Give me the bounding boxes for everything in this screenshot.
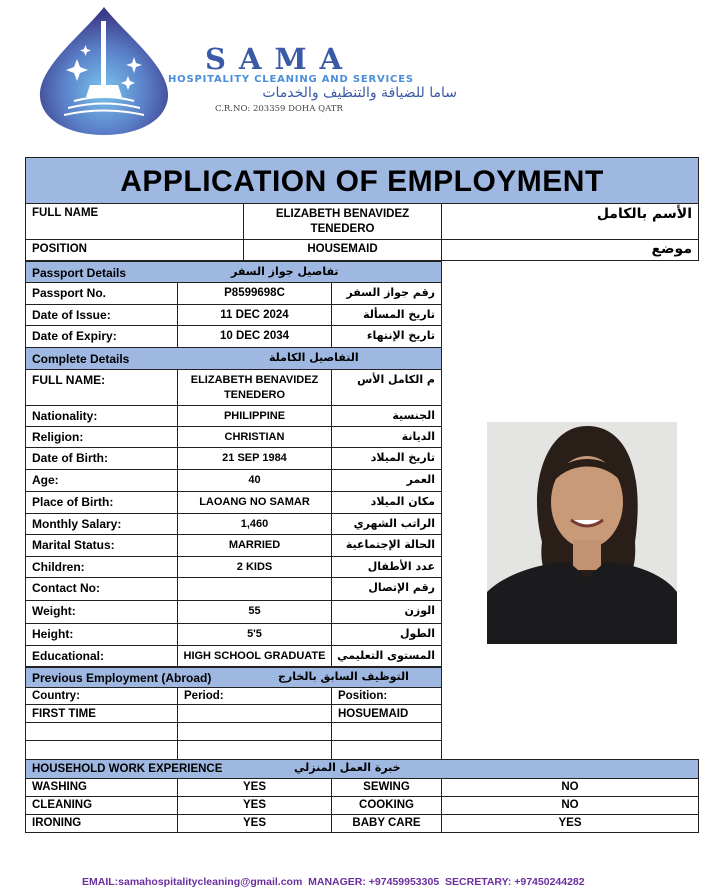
passport-row-value: 10 DEC 2034 (177, 325, 332, 348)
company-logo (34, 5, 174, 137)
experience-heading (25, 759, 699, 779)
detail-row-label: Marital Status: (25, 534, 178, 557)
applicant-photo-icon (487, 422, 677, 644)
previous-country-value: FIRST TIME (25, 704, 178, 723)
form-title: APPLICATION OF EMPLOYMENT (25, 157, 699, 204)
experience-answer: YES (441, 814, 699, 833)
experience-answer: NO (441, 796, 699, 815)
detail-row-label: Religion: (25, 426, 178, 448)
passport-row-arabic: رقم جواز السفر (331, 282, 442, 305)
passport-row-arabic: تاريخ المسألة (331, 304, 442, 326)
detail-row-arabic: الديانة (331, 426, 442, 448)
experience-answer: YES (177, 814, 332, 833)
detail-row-value: ELIZABETH BENAVIDEZ TENEDERO (177, 369, 332, 406)
previous-heading-text: Previous Employment (Abroad) (32, 671, 212, 685)
detail-row-label: Monthly Salary: (25, 513, 178, 535)
complete-heading (25, 347, 442, 370)
full-name-value (243, 203, 442, 240)
passport-row-value: 11 DEC 2024 (177, 304, 332, 326)
previous-empty-cell (177, 740, 332, 760)
full-name-label: FULL NAME (25, 203, 244, 240)
experience-skill: IRONING (25, 814, 178, 833)
detail-row-value (177, 577, 332, 601)
detail-row-arabic: الجنسية (331, 405, 442, 427)
detail-row-value: 5'5 (177, 623, 332, 646)
experience-heading-arabic: خبرة العمل المنزلي (294, 761, 401, 774)
full-name-arabic: الأسم بالكامل (441, 203, 699, 240)
detail-row-value: 21 SEP 1984 (177, 447, 332, 470)
detail-row-value: 40 (177, 469, 332, 492)
detail-row-arabic: العمر (331, 469, 442, 492)
detail-row-value: PHILIPPINE (177, 405, 332, 427)
previous-position-value: HOSUEMAID (331, 704, 442, 723)
previous-heading-arabic: التوظيف السابق بالخارج (278, 670, 409, 683)
detail-row-arabic: رقم الإتصال (331, 577, 442, 601)
previous-empty-cell (331, 722, 442, 741)
detail-row-arabic: الوزن (331, 600, 442, 624)
passport-heading-arabic: تفاصيل جواز السفر (231, 265, 339, 278)
previous-period-label: Period: (177, 687, 332, 705)
passport-row-label: Date of Expiry: (25, 325, 178, 348)
detail-row-label: Contact No: (25, 577, 178, 601)
previous-empty-cell (25, 722, 178, 741)
position-arabic: موضع (441, 239, 699, 261)
detail-row-label: Date of Birth: (25, 447, 178, 470)
position-value: HOUSEMAID (243, 239, 442, 261)
experience-skill: BABY CARE (331, 814, 442, 833)
detail-row-label: FULL NAME: (25, 369, 178, 406)
detail-row-label: Age: (25, 469, 178, 492)
experience-skill: CLEANING (25, 796, 178, 815)
detail-row-value: 55 (177, 600, 332, 624)
brand-crno: C.R.NO: 203359 DOHA QATR (215, 104, 343, 114)
detail-row-value: HIGH SCHOOL GRADUATE (177, 645, 332, 667)
previous-empty-cell (25, 740, 178, 760)
detail-row-arabic: مكان الميلاد (331, 491, 442, 514)
brand-name: SAMA (205, 42, 356, 76)
passport-heading-text: Passport Details (32, 266, 127, 280)
footer-email[interactable]: EMAIL:samahospitalitycleaning@gmail.com (82, 876, 303, 888)
experience-answer: YES (177, 778, 332, 797)
detail-row-arabic: تاريخ الميلاد (331, 447, 442, 470)
previous-heading (25, 667, 442, 688)
previous-country-label: Country: (25, 687, 178, 705)
brand-arabic-name: ساما للضيافة والتنظيف والخدمات (262, 85, 457, 101)
passport-row-arabic: تاريخ الإنتهاء (331, 325, 442, 348)
experience-answer: NO (441, 778, 699, 797)
detail-row-arabic: الطول (331, 623, 442, 646)
experience-heading-text: HOUSEHOLD WORK EXPERIENCE (32, 763, 223, 775)
previous-period-value (177, 704, 332, 723)
experience-answer: YES (177, 796, 332, 815)
detail-row-label: Weight: (25, 600, 178, 624)
detail-row-label: Height: (25, 623, 178, 646)
detail-row-arabic: م الكامل الأس (331, 369, 442, 406)
detail-row-label: Children: (25, 556, 178, 578)
experience-skill: WASHING (25, 778, 178, 797)
position-label: POSITION (25, 239, 244, 261)
footer (82, 876, 642, 890)
water-drop-brush-icon (34, 5, 174, 137)
passport-row-value: P8599698C (177, 282, 332, 305)
complete-heading-text: Complete Details (32, 352, 130, 366)
detail-row-value: 2 KIDS (177, 556, 332, 578)
experience-skill: SEWING (331, 778, 442, 797)
brand-tagline: HOSPITALITY CLEANING AND SERVICES (168, 74, 414, 85)
full-name-text: ELIZABETH BENAVIDEZ TENEDERO (275, 208, 410, 235)
detail-row-arabic: المستوى التعليمي (331, 645, 442, 667)
footer-manager[interactable]: MANAGER: +97459953305 (308, 876, 440, 888)
previous-empty-cell (177, 722, 332, 741)
detail-row-value: MARRIED (177, 534, 332, 557)
detail-row-arabic: عدد الأطفال (331, 556, 442, 578)
passport-row-label: Date of Issue: (25, 304, 178, 326)
footer-secretary[interactable]: SECRETARY: +97450244282 (445, 876, 585, 888)
detail-row-label: Nationality: (25, 405, 178, 427)
experience-skill: COOKING (331, 796, 442, 815)
passport-row-label: Passport No. (25, 282, 178, 305)
previous-empty-cell (331, 740, 442, 760)
detail-row-arabic: الراتب الشهري (331, 513, 442, 535)
detail-row-label: Place of Birth: (25, 491, 178, 514)
detail-row-value: LAOANG NO SAMAR (177, 491, 332, 514)
detail-row-value: CHRISTIAN (177, 426, 332, 448)
applicant-photo (487, 422, 677, 644)
complete-heading-arabic: التفاصيل الكاملة (269, 351, 359, 364)
detail-row-arabic: الحالة الإجتماعية (331, 534, 442, 557)
passport-heading (25, 261, 442, 283)
detail-row-value: 1,460 (177, 513, 332, 535)
detail-row-label: Educational: (25, 645, 178, 667)
previous-position-label: Position: (331, 687, 442, 705)
